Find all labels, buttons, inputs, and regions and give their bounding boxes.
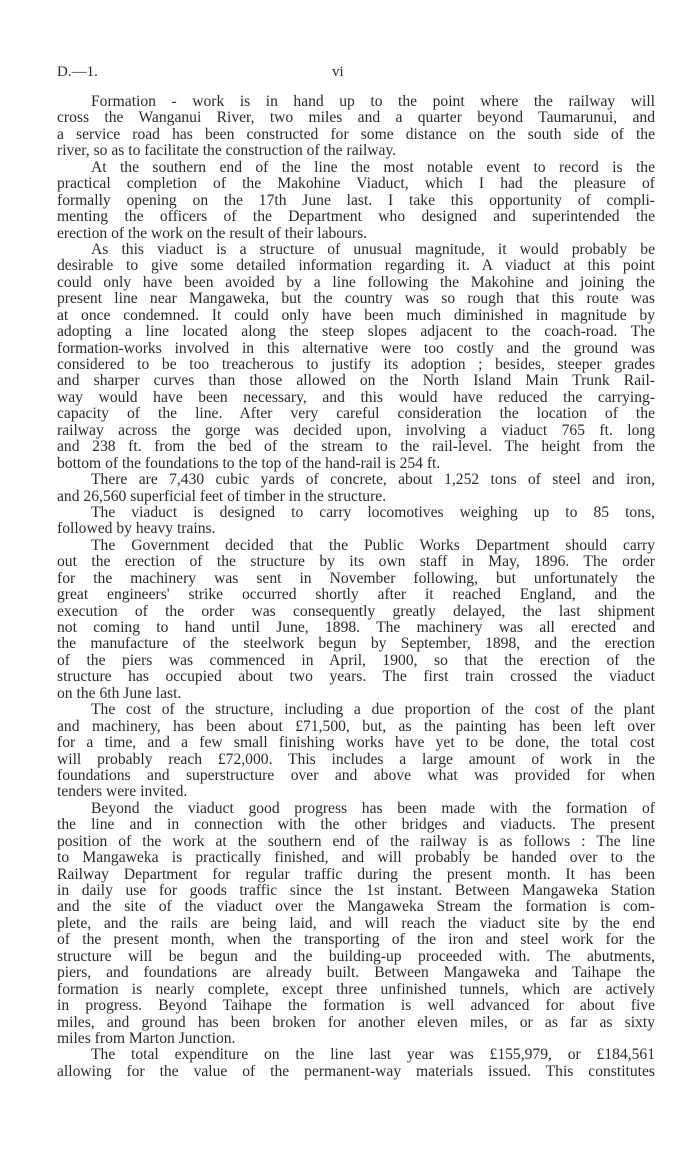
paragraph [57,505,655,538]
text-line: plete, and the rails are being laid, and will reach the viaduct site by the end [57,914,655,932]
text-line: erection of the work on the result of their labours. [57,224,368,242]
text-line: allowing for the value of the permanent-way materials issued. This constitutes [57,1062,655,1080]
paragraph [57,538,655,702]
text-line: Beyond the viaduct good progress has been made with the formation of [91,799,655,817]
text-line: bottom of the foundations to the top of the hand-rail is 254 ft. [57,454,441,472]
text-line: way would have been necessary, and this would have reduced the carrying- [57,388,655,406]
text-line: cross the Wanganui River, two miles and a quarter beyond Taumarunui, and [57,109,655,127]
text-line: and 238 ft. from the bed of the stream to the rail-level. The height from the [57,438,655,456]
text-line: menting the officers of the Department who designed and superintended the [57,208,655,226]
text-line: out the erection of the structure by its own staff in May, 1896. The order [57,553,655,571]
text-line: not coming to hand until June, 1898. The machinery was all erected and [57,619,655,636]
text-line: formation-works involved in this alternative were too costly and the ground was [57,339,655,357]
text-line: in daily use for goods traffic since the 1st instant. Between Mangaweka Station [57,882,655,899]
text-line: structure has occupied about two years. The first train crossed the viaduct [57,668,655,686]
text-line: adopting a line located along the steep slopes adjacent to the coach-road. The [57,323,655,341]
text-line: The total expenditure on the line last year was £155,979, or £184,561 [91,1046,655,1064]
text-line: formally opening on the 17th June last. I take this opportunity of compli- [57,191,655,209]
document-body [57,94,655,1080]
text-line: position of the work at the southern end of the railway is as follows : The line [57,832,655,850]
text-line: of the piers was commenced in April, 1900, so that the erection of the [57,651,655,669]
text-line: execution of the order was consequently greatly delayed, the last shipment [57,602,655,620]
text-line: at once condemned. It could only have been much diminished in magnitude by [57,306,655,324]
text-line: will probably reach £72,000. This includes a large amount of work in the [57,750,655,768]
paragraph [57,94,655,160]
text-line: There are 7,430 cubic yards of concrete, about 1,252 tons of steel and iron, [91,471,655,489]
text-line: followed by heavy trains. [57,520,216,538]
text-line: for the machinery was sent in November following, but unfortunately the [57,569,655,587]
text-line: practical completion of the Makohine Viaduct, which I had the pleasure of [57,175,655,193]
text-line: As this viaduct is a structure of unusual magnitude, it would probably be [91,240,655,258]
text-line: piers, and foundations are already built. Between Mangaweka and Taihape the [57,964,655,982]
text-line: tenders were invited. [57,783,188,801]
paragraph [57,1047,655,1080]
text-line: miles from Marton Junction. [57,1029,236,1047]
text-line: and the site of the viaduct over the Mangaweka Stream the formation is com- [57,898,655,916]
text-line: a service road has been constructed for some distance on the south side of the [57,125,655,143]
text-line: river, so as to facilitate the construction of the railway. [57,142,397,160]
text-line: desirable to give some detailed information regarding it. A viaduct at this point [57,257,655,275]
text-line: structure will be begun and the building-up proceeded with. The abutments, [57,947,655,965]
text-line: of the present month, when the transporting of the iron and steel work for the [57,931,655,949]
text-line: and sharper curves than those allowed on the North Island Main Trunk Rail- [57,372,655,390]
text-line: considered to be too treacherous to justify its adoption ; besides, steeper grades [57,356,655,373]
text-line: and 26,560 superficial feet of timber in the structure. [57,487,387,505]
text-line: formation is nearly complete, except three unfinished tunnels, which are actively [57,980,655,998]
text-line: miles, and ground has been broken for another eleven miles, or as far as sixty [57,1013,655,1031]
text-line: the manufacture of the steelwork begun by September, 1898, and the erection [57,635,655,653]
paragraph [57,472,655,505]
paragraph [57,801,655,1048]
text-line: The cost of the structure, including a due proportion of the cost of the plant [91,701,655,719]
text-line: The viaduct is designed to carry locomotives weighing up to 85 tons, [91,503,655,521]
text-line: Formation - work is in hand up to the point where the railway will [91,93,655,110]
text-line: in progress. Beyond Taihape the formation is well advanced for about five [57,997,655,1015]
text-line: railway across the gorge was decided upon, involving a viaduct 765 ft. long [57,421,655,439]
text-line: to Mangaweka is practically finished, and will probably be handed over to the [57,849,655,867]
document-reference: D.—1. [57,64,98,80]
text-line: on the 6th June last. [57,684,182,702]
text-line: great engineers' strike occurred shortly after it reached England, and the [57,586,655,604]
text-line: and machinery, has been about £71,500, but, as the painting has been left over [57,717,655,735]
page-number: vi [332,64,344,80]
text-line: Railway Department for regular traffic during the present month. It has been [57,865,655,883]
text-line: At the southern end of the line the most notable event to record is the [91,158,655,176]
text-line: the line and in connection with the other bridges and viaducts. The present [57,816,655,834]
paragraph [57,160,655,242]
text-line: The Government decided that the Public Works Department should carry [91,536,655,554]
text-line: could only have been avoided by a line following the Makohine and joining the [57,273,655,291]
text-line: present line near Mangaweka, but the country was so rough that this route was [57,290,655,308]
text-line: for a time, and a few small finishing works have yet to be done, the total cost [57,734,655,752]
paragraph [57,242,655,472]
text-line: foundations and superstructure over and above what was provided for when [57,766,655,784]
text-line: capacity of the line. After very careful consideration the location of the [57,405,655,423]
paragraph [57,702,655,801]
